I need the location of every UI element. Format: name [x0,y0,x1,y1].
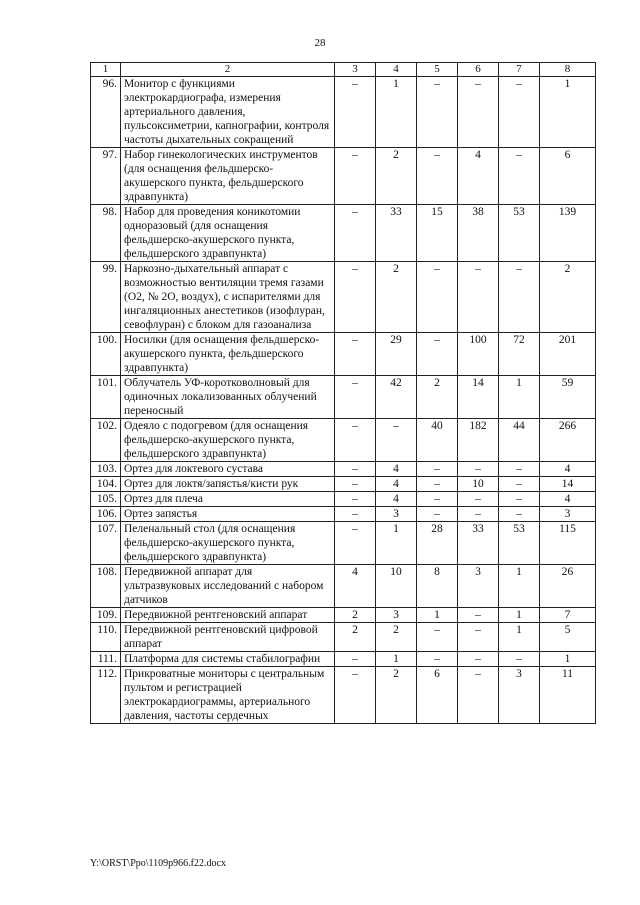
table-row [91,522,596,565]
value-cell: – [458,77,499,148]
item-name: Пеленальный стол (для оснащения фельдшерско-акушерского пункта, фельдшерского здравпункта) [121,522,335,565]
header-cell: 4 [376,63,417,77]
row-number: 107. [91,522,121,565]
value-cell: 1 [417,608,458,623]
value-cell: 4 [376,477,417,492]
row-number: 112. [91,667,121,724]
table-row [91,205,596,262]
item-name: Наркозно-дыхательный аппарат с возможностью вентиляции тремя газами (О2, № 2О, воздух), с испарителями для ингаляционных анестетиков (изофлуран, севофлуран) с блоком для газоанализа [121,262,335,333]
table-row [91,462,596,477]
value-cell: 8 [417,565,458,608]
item-name: Ортез запястья [121,507,335,522]
row-number: 97. [91,148,121,205]
value-cell: 15 [417,205,458,262]
table-row [91,652,596,667]
row-number: 101. [91,376,121,419]
total-cell: 1 [540,77,596,148]
value-cell: – [417,477,458,492]
value-cell: – [458,652,499,667]
value-cell: 40 [417,419,458,462]
item-name: Набор для проведения коникотомии одноразовый (для оснащения фельдшерско-акушерского пункта, фельдшерского здравпункта) [121,205,335,262]
header-cell: 5 [417,63,458,77]
total-cell: 5 [540,623,596,652]
item-name: Ортез для локтя/запястья/кисти рук [121,477,335,492]
value-cell: 182 [458,419,499,462]
value-cell: – [458,623,499,652]
table-row [91,376,596,419]
header-cell: 3 [335,63,376,77]
table-row [91,77,596,148]
value-cell: 29 [376,333,417,376]
value-cell: – [417,652,458,667]
value-cell: – [458,507,499,522]
value-cell: 53 [499,205,540,262]
value-cell: – [335,148,376,205]
total-cell: 26 [540,565,596,608]
value-cell: – [335,652,376,667]
row-number: 108. [91,565,121,608]
value-cell: – [499,507,540,522]
header-cell: 8 [540,63,596,77]
value-cell: 2 [376,667,417,724]
table-row [91,492,596,507]
table-row [91,419,596,462]
item-name: Ортез для локтевого сустава [121,462,335,477]
value-cell: 3 [376,507,417,522]
value-cell: 2 [335,608,376,623]
header-cell: 1 [91,63,121,77]
value-cell: – [499,148,540,205]
value-cell: – [458,492,499,507]
value-cell: 42 [376,376,417,419]
value-cell: 2 [376,623,417,652]
value-cell: 10 [458,477,499,492]
value-cell: – [417,148,458,205]
table-row [91,507,596,522]
value-cell: – [335,477,376,492]
row-number: 99. [91,262,121,333]
value-cell: 28 [417,522,458,565]
value-cell: – [458,262,499,333]
value-cell: – [335,262,376,333]
row-number: 105. [91,492,121,507]
item-name: Платформа для системы стабилографии [121,652,335,667]
value-cell: 44 [499,419,540,462]
value-cell: 1 [376,522,417,565]
value-cell: – [417,462,458,477]
value-cell: – [499,462,540,477]
row-number: 111. [91,652,121,667]
value-cell: 72 [499,333,540,376]
value-cell: 33 [458,522,499,565]
row-number: 102. [91,419,121,462]
item-name: Набор гинекологических инструментов (для оснащения фельдшерско-акушерского пункта, фельдшерского здравпункта) [121,148,335,205]
row-number: 106. [91,507,121,522]
table-row [91,667,596,724]
value-cell: – [417,492,458,507]
value-cell: 2 [376,148,417,205]
total-cell: 59 [540,376,596,419]
total-cell: 139 [540,205,596,262]
header-cell: 6 [458,63,499,77]
item-name: Передвижной рентгеновский аппарат [121,608,335,623]
value-cell: – [458,608,499,623]
item-name: Передвижной аппарат для ультразвуковых исследований с набором датчиков [121,565,335,608]
item-name: Передвижной рентгеновский цифровой аппарат [121,623,335,652]
value-cell: 1 [376,77,417,148]
total-cell: 4 [540,462,596,477]
item-name: Носилки (для оснащения фельдшерско-акушерского пункта, фельдшерского здравпункта) [121,333,335,376]
value-cell: 100 [458,333,499,376]
total-cell: 6 [540,148,596,205]
value-cell: – [417,333,458,376]
value-cell: – [335,376,376,419]
table-row [91,565,596,608]
table-row [91,333,596,376]
row-number: 96. [91,77,121,148]
total-cell: 115 [540,522,596,565]
table-row [91,477,596,492]
value-cell: 2 [335,623,376,652]
value-cell: 38 [458,205,499,262]
value-cell: – [458,667,499,724]
value-cell: 53 [499,522,540,565]
table-row [91,262,596,333]
row-number: 100. [91,333,121,376]
value-cell: 4 [458,148,499,205]
value-cell: 2 [376,262,417,333]
total-cell: 2 [540,262,596,333]
value-cell: – [499,262,540,333]
page-number: 28 [314,37,326,49]
item-name: Ортез для плеча [121,492,335,507]
table-row [91,608,596,623]
value-cell: – [335,522,376,565]
value-cell: – [335,419,376,462]
value-cell: 10 [376,565,417,608]
item-name: Монитор с функциями электрокардиографа, измерения артериального давления, пульсоксиметрии, капнографии, контроля частоты дыхательных сокращений [121,77,335,148]
value-cell: 14 [458,376,499,419]
item-name: Прикроватные мониторы с центральным пультом и регистрацией электрокардиограммы, артериального давления, частоты сердечных [121,667,335,724]
value-cell: – [499,477,540,492]
value-cell: 3 [376,608,417,623]
value-cell: – [417,507,458,522]
value-cell: – [335,205,376,262]
table-body [91,77,596,724]
value-cell: – [499,77,540,148]
total-cell: 11 [540,667,596,724]
value-cell: 1 [499,565,540,608]
table-row [91,148,596,205]
item-name: Одеяло с подогревом (для оснащения фельдшерско-акушерского пункта, фельдшерского здравпункта) [121,419,335,462]
value-cell: – [499,652,540,667]
value-cell: 6 [417,667,458,724]
value-cell: – [335,667,376,724]
item-name: Облучатель УФ-коротковолновый для одиночных локализованных облучений переносный [121,376,335,419]
value-cell: 1 [499,376,540,419]
total-cell: 3 [540,507,596,522]
row-number: 109. [91,608,121,623]
row-number: 98. [91,205,121,262]
total-cell: 14 [540,477,596,492]
value-cell: – [417,623,458,652]
value-cell: 33 [376,205,417,262]
value-cell: 3 [499,667,540,724]
value-cell: – [335,507,376,522]
value-cell: – [417,262,458,333]
row-number: 104. [91,477,121,492]
header-cell: 2 [121,63,335,77]
value-cell: – [417,77,458,148]
value-cell: 2 [417,376,458,419]
header-row [91,63,596,77]
value-cell: 4 [376,462,417,477]
value-cell: 4 [376,492,417,507]
value-cell: 1 [376,652,417,667]
total-cell: 7 [540,608,596,623]
value-cell: – [499,492,540,507]
value-cell: – [458,462,499,477]
equipment-table [90,62,596,724]
value-cell: – [335,333,376,376]
value-cell: – [335,492,376,507]
header-cell: 7 [499,63,540,77]
value-cell: 3 [458,565,499,608]
value-cell: 1 [499,608,540,623]
total-cell: 266 [540,419,596,462]
value-cell: 4 [335,565,376,608]
table-row [91,623,596,652]
value-cell: – [335,462,376,477]
value-cell: – [376,419,417,462]
row-number: 110. [91,623,121,652]
total-cell: 201 [540,333,596,376]
document-path-footer: Y:\ORST\Ppo\1109p966.f22.docx [90,858,226,869]
value-cell: 1 [499,623,540,652]
row-number: 103. [91,462,121,477]
total-cell: 1 [540,652,596,667]
value-cell: – [335,77,376,148]
total-cell: 4 [540,492,596,507]
